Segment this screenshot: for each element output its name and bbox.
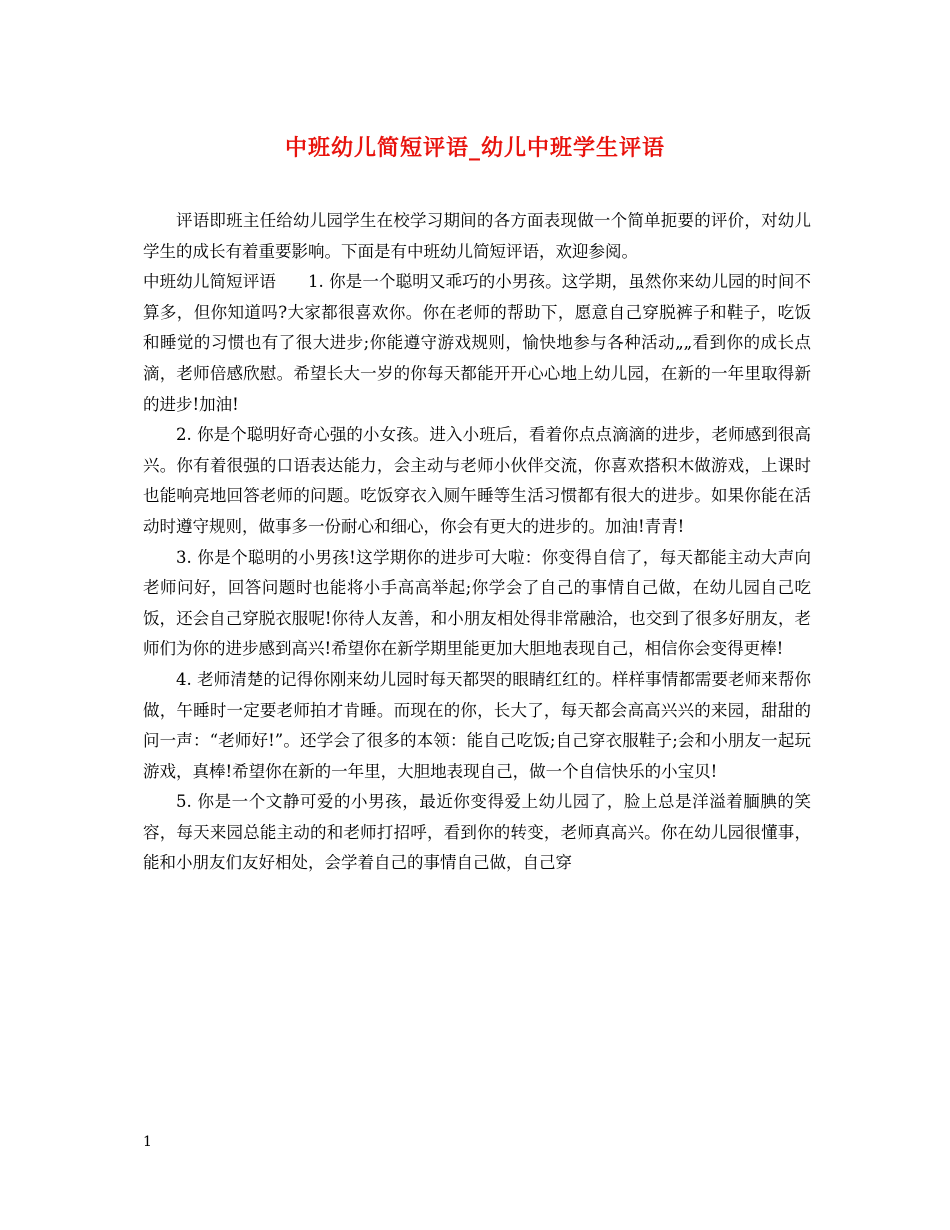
intro-paragraph: 评语即班主任给幼儿园学生在校学习期间的各方面表现做一个简单扼要的评价，对幼儿学生的成长有着重要影响。下面是有中班幼儿简短评语，欢迎参阅。 — [143, 211, 811, 261]
section-label: 中班幼儿简短评语 — [143, 272, 276, 292]
first-comment-paragraph — [143, 267, 811, 420]
comment-2-paragraph: 2. 你是个聪明好奇心强的小女孩。进入小班后，看着你点点滴滴的进步，老师感到很高兴。你有着很强的口语表达能力，会主动与老师小伙伴交流，你喜欢搭积木做游戏，上课时也能响亮地回答老师的问题。吃饭穿衣入厕午睡等生活习惯都有很大的进步。如果你能在活动时遵守规则，做事多一份耐心和细心，你会有更大的进步的。加油!青青! — [143, 425, 811, 536]
comment-3-paragraph: 3. 你是个聪明的小男孩!这学期你的进步可大啦：你变得自信了，每天都能主动大声向老师问好，回答问题时也能将小手高高举起;你学会了自己的事情自己做，在幼儿园自己吃饭，还会自己穿脱衣服呢!你待人友善，和小朋友相处得非常融洽，也交到了很多好朋友，老师们为你的进步感到高兴!希望你在新学期里能更加大胆地表现自己，相信你会变得更棒! — [143, 547, 811, 659]
page-title: 中班幼儿简短评语_幼儿中班学生评语 — [284, 135, 665, 161]
comment-5-paragraph: 5. 你是一个文静可爱的小男孩，最近你变得爱上幼儿园了，脸上总是洋溢着腼腆的笑容，每天来园总能主动的和老师打招呼，看到你的转变，老师真高兴。你在幼儿园很懂事，能和小朋友们友好相处，会学着自己的事情自己做，自己穿 — [143, 792, 811, 873]
comment-4-paragraph: 4. 老师清楚的记得你刚来幼儿园时每天都哭的眼睛红红的。样样事情都需要老师来帮你做，午睡时一定要老师拍才肯睡。而现在的你，长大了，每天都会高高兴兴的来园，甜甜的问一声：“老师好!”。还学会了很多的本领：能自己吃饭;自己穿衣服鞋子;会和小朋友一起玩游戏，真棒!希望你在新的一年里，大胆地表现自己，做一个自信快乐的小宝贝! — [143, 669, 811, 781]
page-number: 1 — [143, 1134, 152, 1150]
document-body — [143, 206, 811, 879]
comment-1-text: 1. 你是一个聪明又乖巧的小男孩。这学期，虽然你来幼儿园的时间不算多，但你知道吗?大家都很喜欢你。你在老师的帮助下，愿意自己穿脱裤子和鞋子，吃饭和睡觉的习惯也有了很大进步;你能遵守游戏规则，愉快地参与各种活动„„看到你的成长点滴，老师倍感欣慰。希望长大一岁的你每天都能开开心心地上幼儿园，在新的一年里取得新的进步!加油! — [143, 272, 811, 414]
